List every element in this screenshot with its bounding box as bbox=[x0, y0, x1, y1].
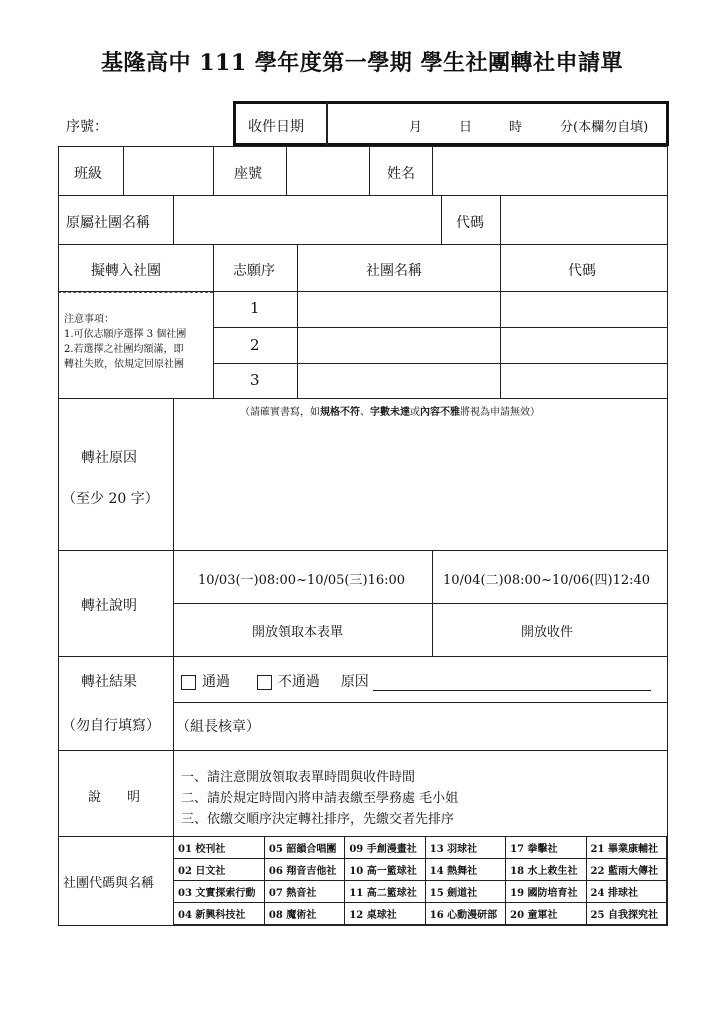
reason-label: 轉社原因 bbox=[81, 450, 137, 466]
table-row bbox=[174, 859, 667, 881]
receive-hour: 時 bbox=[509, 120, 523, 135]
fail-checkbox[interactable] bbox=[257, 675, 272, 690]
club-code-cell: 20 童軍社 bbox=[506, 903, 586, 925]
reason-note-pre: （請確實書寫，如 bbox=[240, 407, 320, 418]
result-sublabel: （勿自行填寫） bbox=[62, 718, 160, 734]
explain-desc2: 開放收件 bbox=[521, 625, 574, 640]
fail-reason-label: 原因 bbox=[340, 674, 369, 690]
club-code-cell: 07 熱音社 bbox=[264, 881, 344, 903]
rule bbox=[500, 244, 501, 398]
rule bbox=[123, 146, 124, 195]
reason-sublabel: （至少 20 字） bbox=[62, 491, 159, 507]
receive-day: 日 bbox=[459, 120, 473, 135]
reason-note-bold3: 內容不雅 bbox=[420, 407, 460, 418]
club-name-label: 社團名稱 bbox=[366, 263, 422, 279]
notes-line2: 2.若選擇之社團均額滿，即 bbox=[64, 344, 184, 355]
fail-reason-line[interactable] bbox=[373, 676, 651, 691]
table-row bbox=[174, 881, 667, 903]
notes-line1: 1.可依志願序選擇 3 個社團 bbox=[64, 329, 187, 340]
club-code-cell: 17 拳擊社 bbox=[506, 837, 586, 859]
reason-note-bold2: 字數未達 bbox=[370, 407, 410, 418]
rule bbox=[58, 195, 668, 196]
table-row bbox=[174, 903, 667, 925]
table-row bbox=[174, 837, 667, 859]
club-code-cell: 09 手創漫畫社 bbox=[345, 837, 425, 859]
club-code-cell: 12 桌球社 bbox=[345, 903, 425, 925]
rule bbox=[173, 195, 174, 244]
receive-date-label: 收件日期 bbox=[248, 119, 304, 135]
wish-order-1: 1 bbox=[250, 299, 260, 317]
explain-period2: 10/04(二)08:00~10/06(四)12:40 bbox=[443, 573, 651, 588]
serial-label: 序號： bbox=[66, 119, 108, 135]
club-code-cell: 08 魔術社 bbox=[264, 903, 344, 925]
rule bbox=[213, 363, 668, 364]
rule bbox=[432, 550, 433, 656]
seat-label: 座號 bbox=[234, 166, 262, 182]
explain-desc1: 開放領取本表單 bbox=[252, 625, 344, 640]
receive-month: 月 bbox=[409, 120, 423, 135]
rule bbox=[58, 398, 668, 399]
notes-title: 注意事項： bbox=[64, 314, 114, 325]
explain-label: 轉社說明 bbox=[81, 598, 137, 614]
club-code-cell: 06 翔音吉他社 bbox=[264, 859, 344, 881]
club-code-cell: 01 校刊社 bbox=[174, 837, 265, 859]
rule bbox=[500, 195, 501, 244]
notes-label: 說 明 bbox=[88, 790, 141, 805]
receive-minute: 分(本欄勿自填) bbox=[560, 120, 649, 135]
club-code-cell: 18 水上救生社 bbox=[506, 859, 586, 881]
club-code-cell: 25 自我探究社 bbox=[586, 903, 666, 925]
class-label: 班級 bbox=[74, 166, 102, 182]
original-club-label: 原屬社團名稱 bbox=[66, 215, 150, 231]
result-label: 轉社結果 bbox=[81, 674, 137, 690]
rule bbox=[173, 702, 668, 703]
club-code-cell: 21 畢業康輔社 bbox=[586, 837, 666, 859]
rule bbox=[58, 656, 668, 657]
club-code-cell: 02 日文社 bbox=[174, 859, 265, 881]
codes-label: 社團代碼與名稱 bbox=[63, 876, 155, 891]
reason-note bbox=[240, 403, 540, 418]
club-code-cell: 05 韶韻合唱團 bbox=[264, 837, 344, 859]
rule bbox=[213, 146, 214, 195]
original-code-label: 代碼 bbox=[456, 215, 484, 231]
transfer-club-label: 擬轉入社團 bbox=[91, 263, 161, 279]
rule bbox=[441, 195, 442, 244]
club-code-table bbox=[173, 836, 667, 925]
rule bbox=[173, 603, 668, 604]
notes-instr-3: 三、依繳交順序決定轉社排序，先繳交者先排序 bbox=[181, 812, 455, 827]
leader-stamp: （組長核章） bbox=[176, 719, 260, 735]
wish-order-2: 2 bbox=[250, 336, 260, 354]
pass-label: 通過 bbox=[202, 674, 230, 690]
club-code-cell: 13 羽球社 bbox=[425, 837, 505, 859]
notes-instr-2: 二、請於規定時間內將申請表繳至學務處 毛小姐 bbox=[181, 791, 459, 806]
rule bbox=[432, 146, 433, 195]
wish-order-3: 3 bbox=[250, 371, 260, 389]
club-code-cell: 11 高二籃球社 bbox=[345, 881, 425, 903]
rule bbox=[213, 327, 668, 328]
club-code-cell: 10 高一籃球社 bbox=[345, 859, 425, 881]
reason-note-sep2: 或 bbox=[410, 407, 420, 418]
club-code-cell: 15 劍道社 bbox=[425, 881, 505, 903]
club-code-cell: 14 熱舞社 bbox=[425, 859, 505, 881]
name-label: 姓名 bbox=[387, 166, 415, 182]
rule bbox=[213, 244, 214, 398]
rule bbox=[286, 146, 287, 195]
notes-instr-1: 一、請注意開放領取表單時間與收件時間 bbox=[181, 770, 416, 785]
wish-code-label: 代碼 bbox=[568, 263, 596, 279]
result-options bbox=[181, 671, 651, 691]
rule bbox=[58, 550, 668, 551]
explain-period1: 10/03(一)08:00~10/05(三)16:00 bbox=[198, 573, 406, 588]
page-title: 基隆高中 111 學年度第一學期 學生社團轉社申請單 bbox=[101, 50, 623, 76]
rule bbox=[58, 750, 668, 751]
dash-rule bbox=[58, 292, 213, 293]
reason-note-bold1: 規格不符 bbox=[320, 407, 360, 418]
pass-checkbox[interactable] bbox=[181, 675, 196, 690]
fail-label: 不通過 bbox=[277, 674, 320, 690]
rule bbox=[369, 146, 370, 195]
club-code-cell: 04 新興科技社 bbox=[174, 903, 265, 925]
club-code-cell: 19 國防培育社 bbox=[506, 881, 586, 903]
reason-note-sep1: 、 bbox=[360, 407, 370, 418]
rule bbox=[58, 244, 668, 245]
receive-divider bbox=[326, 102, 328, 145]
rule bbox=[297, 244, 298, 398]
club-code-cell: 22 藍雨大傳社 bbox=[586, 859, 666, 881]
notes-line3: 轉社失敗，依規定回原社團 bbox=[64, 359, 184, 370]
reason-note-post: 將視為申請無效） bbox=[460, 407, 540, 418]
club-code-cell: 03 文實探索行動 bbox=[174, 881, 265, 903]
club-code-cell: 24 排球社 bbox=[586, 881, 666, 903]
wish-order-label: 志願序 bbox=[233, 263, 275, 279]
club-code-cell: 16 心動漫研部 bbox=[425, 903, 505, 925]
